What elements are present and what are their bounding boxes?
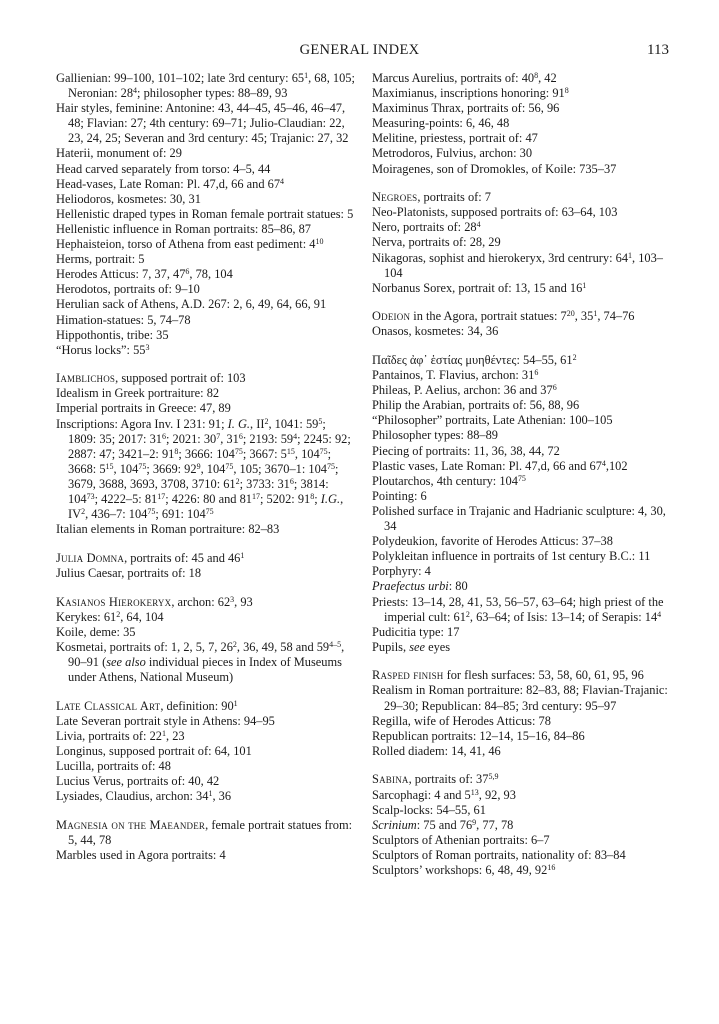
index-entry: Julius Caesar, portraits of: 18 bbox=[56, 565, 202, 580]
index-entry: Late Classical Art, definition: $90^1$ bbox=[56, 698, 238, 713]
index-entry: Magnesia on the Maeander, female portrait statues from: 5, 44, 78 bbox=[56, 817, 353, 847]
index-entry: Livia, portraits of: $22^1$, 23 bbox=[56, 728, 185, 743]
index-entry: Moiragenes, son of Dromokles, of Koile: 735–37 bbox=[372, 161, 617, 176]
page-header bbox=[0, 42, 719, 62]
index-entry: Phileas, P. Aelius, archon: 36 and $37^6$ bbox=[372, 383, 557, 398]
index-entry: Metrodoros, Fulvius, archon: 30 bbox=[372, 146, 533, 161]
index-entry: Piecing of portraits: 11, 36, 38, 44, 72 bbox=[372, 443, 560, 458]
index-entry: Head carved separately from torso: 4–5, 44 bbox=[56, 161, 271, 176]
index-entry: Nero, portraits of: $28^4$ bbox=[372, 220, 481, 235]
index-entry: Sarcophagi: 4 and $5^{13}$, 92, 93 bbox=[372, 787, 516, 802]
index-entry: Παῖδες ἀφ᾽ ἑστίας μυηθέντες: 54–55, $61^2$ bbox=[372, 353, 577, 367]
index-entry: Haterii, monument of: 29 bbox=[56, 146, 182, 161]
index-entry: Scrinium: 75 and $76^9$, 77, 78 bbox=[372, 817, 514, 832]
index-column-right bbox=[372, 71, 676, 878]
index-entry: Herulian sack of Athens, A.D. 267: 2, 6, 49, 64, 66, 91 bbox=[56, 297, 327, 312]
index-entry: Philosopher types: 88–89 bbox=[372, 428, 498, 443]
index-entry: Herodes Atticus: 7, 37, $47^6$, 78, 104 bbox=[56, 267, 233, 282]
index-entry: Imperial portraits in Greece: 47, 89 bbox=[56, 401, 231, 416]
index-entry: Porphyry: 4 bbox=[372, 564, 431, 579]
index-entry: Maximinus Thrax, portraits of: 56, 96 bbox=[372, 101, 560, 116]
index-entry: Scalp-locks: 54–55, 61 bbox=[372, 802, 486, 817]
index-entry: Odeion in the Agora, portrait statues: $7^{20}$, $35^1$, 74–76 bbox=[372, 309, 635, 324]
index-entry: Realism in Roman portraiture: 82–83, 88; Flavian-Trajanic: 29–30; Republican: 84–85; 3rd century: 95–97 bbox=[372, 683, 668, 713]
index-entry: Hellenistic influence in Roman portraits: 85–86, 87 bbox=[56, 221, 311, 236]
index-entry: Sculptors of Athenian portraits: 6–7 bbox=[372, 832, 550, 847]
index-entry: Pointing: 6 bbox=[372, 488, 427, 503]
index-entry: Pudicitia type: 17 bbox=[372, 624, 460, 639]
index-entry: Polished surface in Trajanic and Hadrianic sculpture: 4, 30, 34 bbox=[372, 503, 666, 534]
index-entry: “Horus locks”: $55^3$ bbox=[56, 342, 150, 357]
index-entry: Heliodoros, kosmetes: 30, 31 bbox=[56, 191, 201, 206]
index-entry: Italian elements in Roman portraiture: 82–83 bbox=[56, 522, 280, 537]
index-entry: Sculptors’ workshops: 6, 48, 49, $92^{16}$ bbox=[372, 863, 556, 877]
index-entry: Norbanus Sorex, portrait of: 13, 15 and $16^1$ bbox=[372, 280, 587, 295]
index-entry: Himation-statues: 5, 74–78 bbox=[56, 312, 191, 327]
index-entry: Sculptors of Roman portraits, nationality of: 83–84 bbox=[372, 847, 626, 862]
index-entry: Marbles used in Agora portraits: 4 bbox=[56, 847, 226, 862]
index-entry: Idealism in Greek portraiture: 82 bbox=[56, 386, 220, 401]
index-entry: Lucius Verus, portraits of: 40, 42 bbox=[56, 774, 220, 789]
index-entry: Pupils, see eyes bbox=[372, 639, 451, 654]
index-entry: Philip the Arabian, portraits of: 56, 88, 96 bbox=[372, 398, 580, 413]
page-number: 113 bbox=[647, 42, 669, 58]
page-title: GENERAL INDEX bbox=[299, 42, 420, 58]
index-entry: Herodotos, portraits of: 9–10 bbox=[56, 282, 200, 297]
index-entry: Regilla, wife of Herodes Atticus: 78 bbox=[372, 713, 551, 728]
index-entry: Hair styles, feminine: Antonine: 43, 44–45, 45–46, 46–47, 48; Flavian: 27; 4th century: 69–71; Julio-Claudian: 22, 23, 24, 25; Severan and 3rd century: 45; Trajanic: 27, 32 bbox=[56, 101, 349, 146]
index-entry: Measuring-points: 6, 46, 48 bbox=[372, 116, 510, 131]
index-entry: Lucilla, portraits of: 48 bbox=[56, 758, 171, 773]
index-entry: Kosmetai, portraits of: 1, 2, 5, 7, $26^2$, 36, 49, 58 and 59$^{4-5}$, 90–91 (see also individual pieces in Index of Museums under Athens, National Museum) bbox=[56, 639, 345, 684]
index-entry: Onasos, kosmetes: 34, 36 bbox=[372, 324, 499, 339]
index-entry: Lysiades, Claudius, archon: $34^1$, 36 bbox=[56, 789, 232, 804]
index-entry: Hellenistic draped types in Roman female portrait statues: 5 bbox=[56, 206, 354, 221]
index-entry: Koile, deme: 35 bbox=[56, 624, 136, 639]
index-entry: Melitine, priestess, portrait of: 47 bbox=[372, 131, 538, 146]
index-entry: Priests: 13–14, 28, 41, 53, 56–57, 63–64; high priest of the imperial cult: $61^2$, 63–64; of Isis: 13–14; of Serapis: $14^4$ bbox=[372, 594, 664, 624]
index-entry: Kerykes: $61^2$, 64, 104 bbox=[56, 609, 164, 624]
index-entry: “Philosopher” portraits, Late Athenian: 100–105 bbox=[372, 413, 613, 428]
index-entry: Sabina, portraits of: 37$^{5,9}$ bbox=[372, 772, 499, 787]
index-entry: Republican portraits: 12–14, 15–16, 84–86 bbox=[372, 728, 585, 743]
index-entry: Maximianus, inscriptions honoring: $91^8$ bbox=[372, 86, 569, 101]
index-entry: Ploutarchos, 4th century: $104^{75}$ bbox=[372, 473, 526, 488]
index-entry: Julia Domna, portraits of: 45 and $46^1$ bbox=[56, 550, 245, 565]
index-column-left bbox=[56, 71, 356, 863]
index-entry: Pantainos, T. Flavius, archon: $31^6$ bbox=[372, 368, 539, 383]
index-entry: Nerva, portraits of: 28, 29 bbox=[372, 235, 501, 250]
index-entry: Rolled diadem: 14, 41, 46 bbox=[372, 743, 501, 758]
index-entry: Kasianos Hierokeryx, archon: $62^3$, 93 bbox=[56, 594, 253, 609]
index-entry: Plastic vases, Late Roman: Pl. 47,d, 66 and $67^4,102$ bbox=[372, 458, 628, 473]
index-entry: Hephaisteion, torso of Athena from east pediment: $4^{10}$ bbox=[56, 237, 324, 252]
index-entry: Gallienian: 99–100, 101–102; late 3rd century: $65^1$, 68, 105; Neronian: $28^4$; philosopher types: 88–89, 93 bbox=[56, 71, 355, 101]
index-entry: Polydeukion, favorite of Herodes Atticus: 37–38 bbox=[372, 534, 613, 549]
index-entry: Negroes, portraits of: 7 bbox=[372, 190, 492, 205]
index-entry: Polykleitan influence in portraits of 1st century B.C.: 11 bbox=[372, 549, 651, 564]
index-entry: Herms, portrait: 5 bbox=[56, 252, 145, 267]
index-entry: Longinus, supposed portrait of: 64, 101 bbox=[56, 743, 252, 758]
index-entry: Iamblichos, supposed portrait of: 103 bbox=[56, 371, 246, 386]
index-entry: Late Severan portrait style in Athens: 94–95 bbox=[56, 713, 275, 728]
index-entry: Inscriptions: Agora Inv. I 231: 91; I. G., $II^2$, 1041: $59^5$; 1809: 35; 2017: $31^6$; 2021: $30^7$, $31^6$; 2193: $59^4$; 2245: 92; 2887: 47; 3421–2: $91^8$; 3666: $104^{75}$; 3667: $5^{15}$, $104^{75}$; 3668: $5^{15}$, $104^{75}$; 3669: $92^9$, $104^{75}$, 105; 3670–1: $104^{75}$; 3679, 3688, 3693, 3708, 3710: $61^2$; 3733: $31^6$; 3814: $104^{73}$; 4222–5: $81^{17}$; 4226: 80 and $81^{17}$; 5202: $91^8$; I.G., $IV^2$, 436–7: $104^{75}$; 691: $104^{75}$ bbox=[56, 416, 351, 522]
index-entry: Praefectus urbi: 80 bbox=[372, 579, 468, 594]
index-entry: Neo-Platonists, supposed portraits of: 63–64, 103 bbox=[372, 205, 618, 220]
index-entry: Marcus Aurelius, portraits of: $40^8$, 42 bbox=[372, 71, 557, 85]
index-entry: Rasped finish for flesh surfaces: 53, 58, 60, 61, 95, 96 bbox=[372, 668, 644, 683]
index-entry: Hippothontis, tribe: 35 bbox=[56, 327, 169, 342]
index-entry: Head-vases, Late Roman: Pl. 47,d, 66 and $67^4$ bbox=[56, 176, 285, 191]
index-entry: Nikagoras, sophist and hierokeryx, 3rd centrury: $64^1$, 103–104 bbox=[372, 250, 663, 280]
